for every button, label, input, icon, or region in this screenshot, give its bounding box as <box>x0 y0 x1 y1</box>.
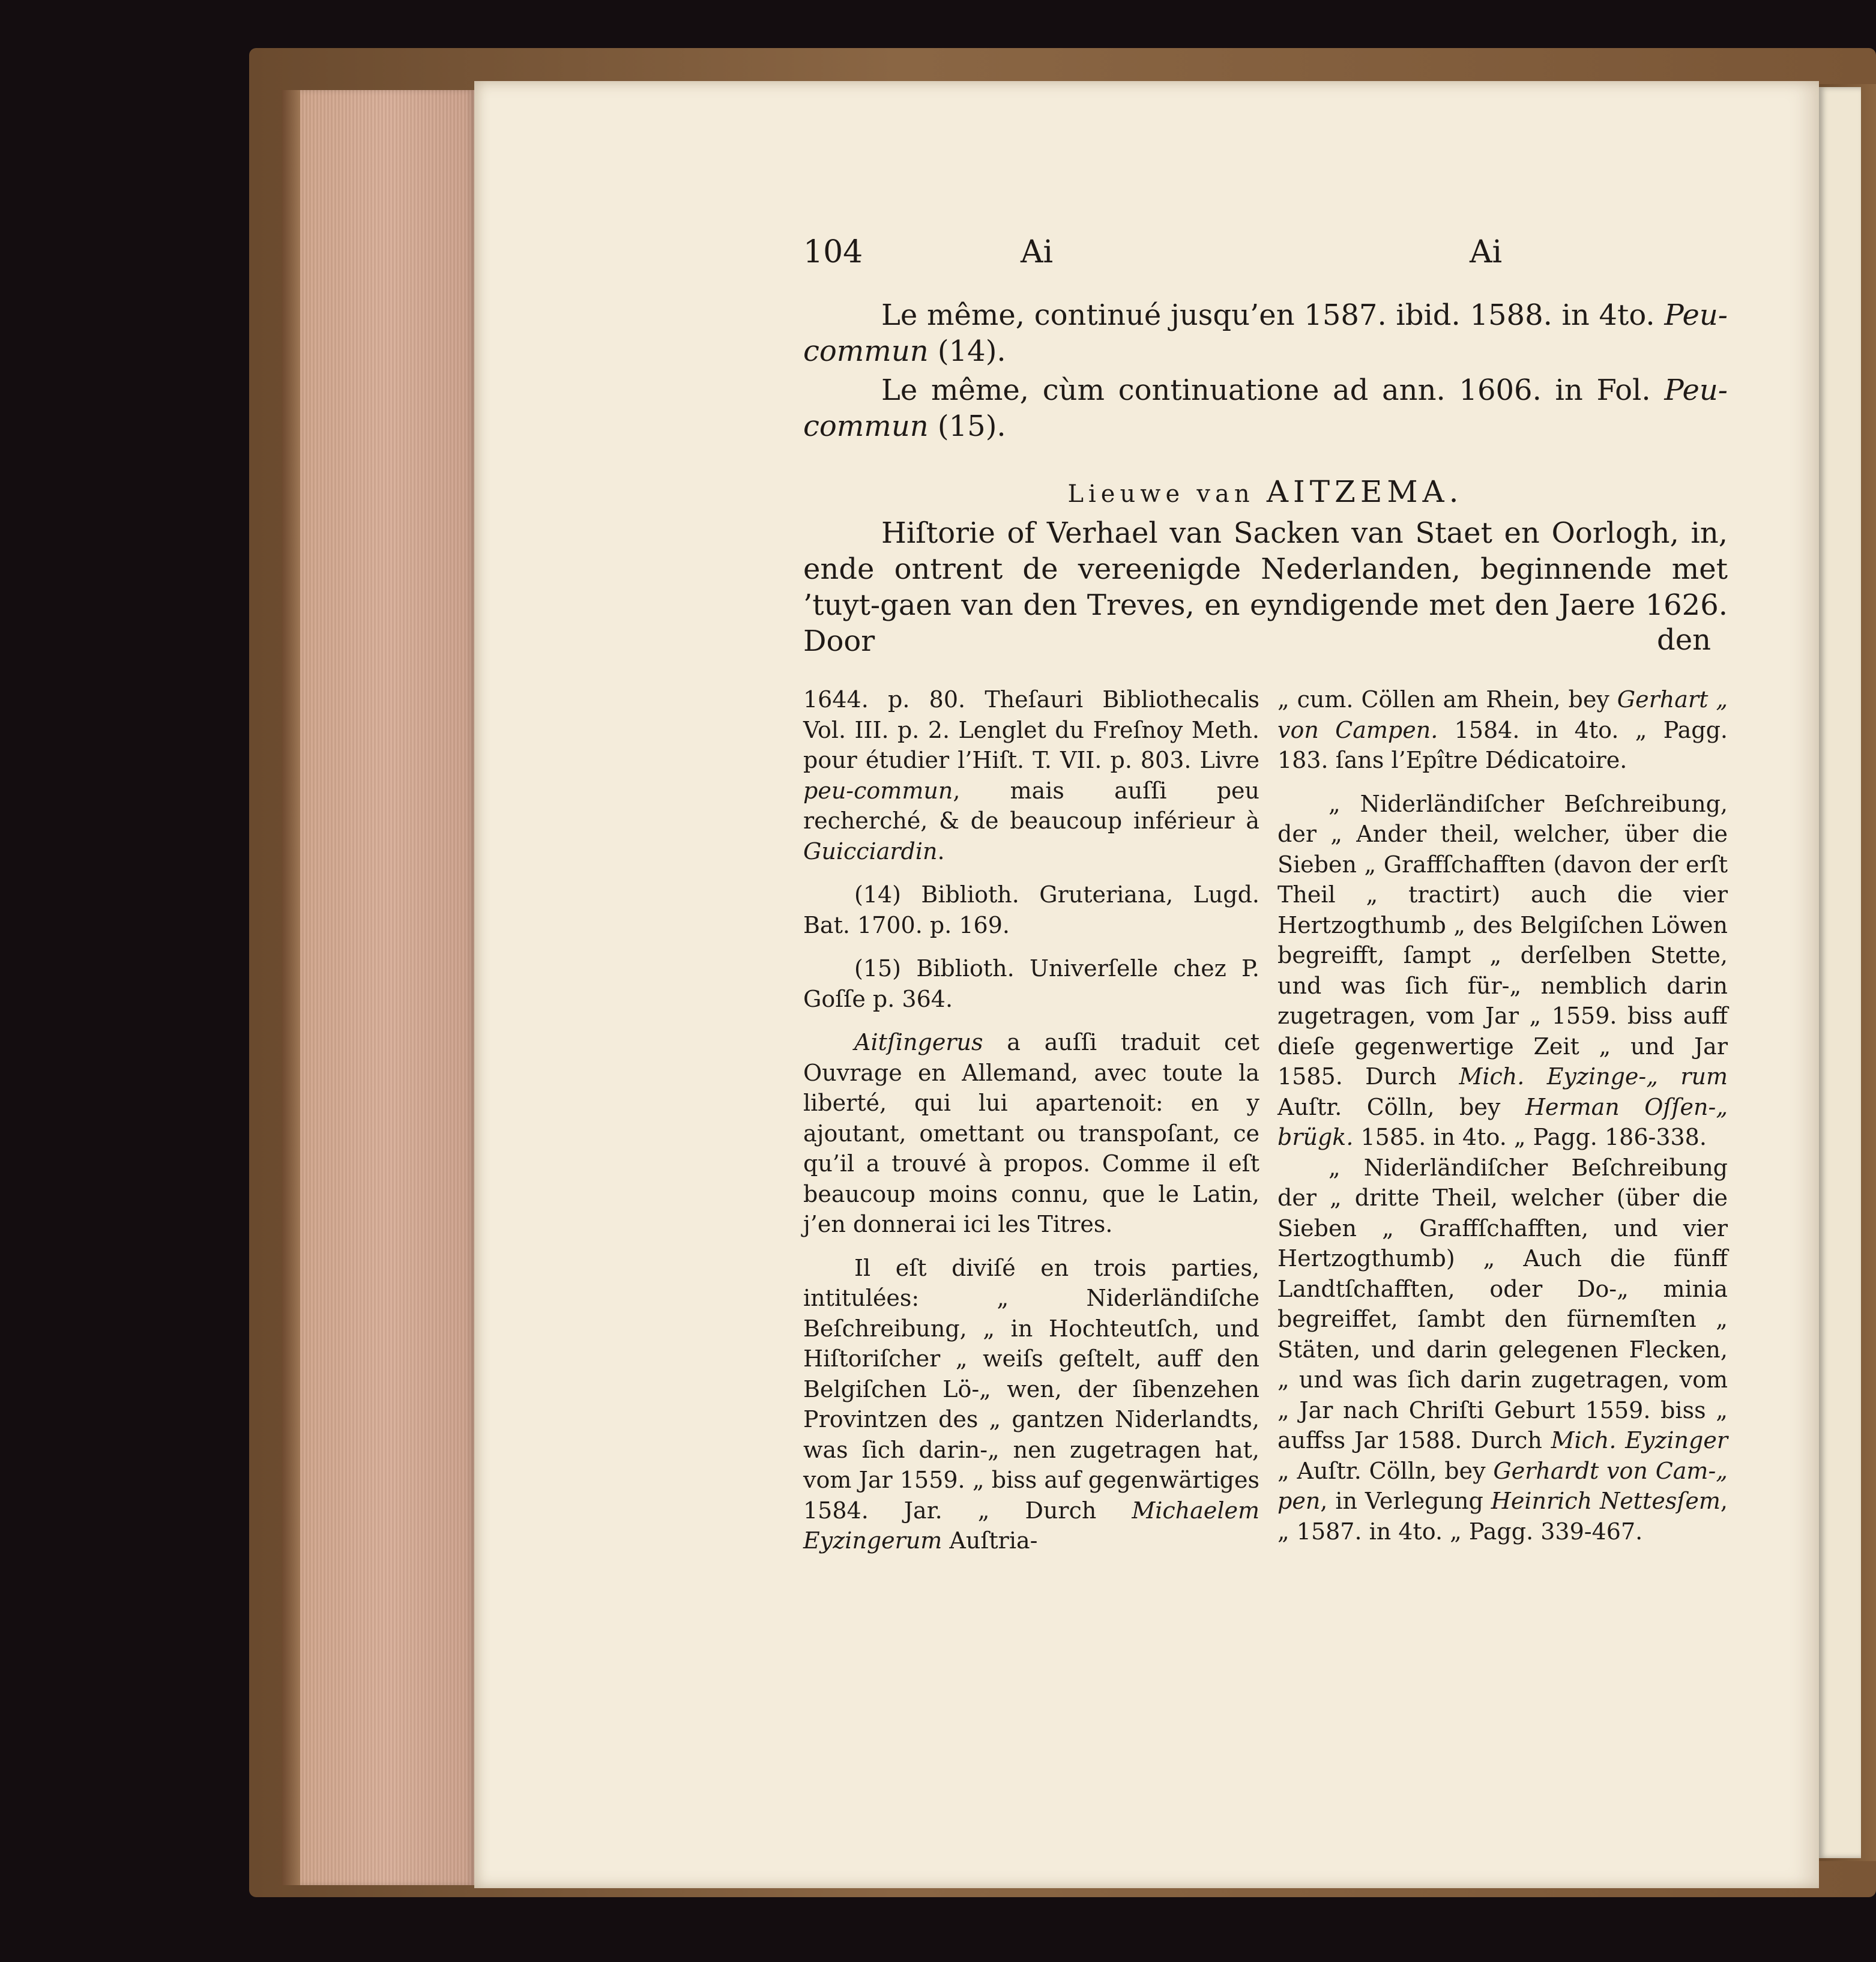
note-third-part: „ Niderländiſcher Beſchreibung der „ dritte Theil, welcher (über die Sieben „ Graffſchafften, und vier Hertzogthumb) „ Auch die fünff Landtſchafften, oder Do-„ minia begreiffet, ſambt den fürnemſten „ Stäten, und darin gelegenen Flecken, „ und was ſich darin zugetragen, vom „ Jar nach Chriſti Geburt 1559. biss „ auffss Jar 1588. Durch Mich. Eyzinger „ Auſtr. Cölln, bey Gerhardt von Cam-„ pen, in Verlegung Heinrich Nettesſem, „ 1587. in 4to. „ Pagg. 339-467. <box>1277 1154 1728 1545</box>
footnotes-right-column <box>1277 684 1728 1547</box>
binding-edge <box>282 90 301 1885</box>
footnote-continuation: 1644. p. 80. Theſauri Bibliothecalis Vol. III. p. 2. Lenglet du Freſnoy Meth. pour étudier l’Hiſt. T. VII. p. 803. Livre peu-commun, mais auſſi peu recherché, & de beaucoup inférieur à Guicciardin. <box>803 686 1259 865</box>
footnotes-left-column <box>803 684 1259 1556</box>
entry-title: Hiſtorie of Verhael van Sacken van Staet en Oorlogh, in, ende ontrent de vereenigde Nederlanden, beginnende met ’tuyt-gaen van den Treves, en eyndigende met den Jaere 1626. Door <box>803 516 1728 658</box>
page-edges <box>300 90 474 1885</box>
note-first-part-imprint: „ cum. Cöllen am Rhein, bey Gerhart „ von Campen. 1584. in 4to. „ Pagg. 183. ſans l’Epître Dédicatoire. <box>1277 686 1728 773</box>
page-number: 104 <box>803 234 863 270</box>
footnote-14: (14) Biblioth. Gruteriana, Lugd. Bat. 1700. p. 169. <box>803 881 1259 938</box>
entry-continuation-1606: Le même, cùm continuatione ad ann. 1606. in Fol. Peu-commun (15). <box>803 373 1728 443</box>
note-aitsingerus: Aitſingerus a auſſi traduit cet Ouvrage en Allemand, avec toute la liberté, qui lui apartenoit: en y ajoutant, omettant ou transpoſant, ce qu’il a trouvé à propos. Comme il eſt beaucoup moins connu, que le Latin, j’en donnerai ici les Titres. <box>803 1029 1259 1237</box>
note-second-part: „ Niderländiſcher Beſchreibung, der „ Ander theil, welcher, über die Sieben „ Graffſchafften (davon der erſt Theil „ tractirt) auch die vier Hertzogthumb „ des Belgiſchen Löwen begreifft, ſampt „ derſelben Stette, und was ſich für-„ nemblich darin zugetragen, vom Jar „ 1559. biss auff dieſe gegenwertige Zeit „ und Jar 1585. Durch Mich. Eyzinge-„ rum Auſtr. Cölln, bey Herman Oſſen-„ brügk. 1585. in 4to. „ Pagg. 186-338. <box>1277 790 1728 1150</box>
entry-continuation-1587: Le même, continué jusqu’en 1587. ibid. 1588. in 4to. Peu-commun (14). <box>803 298 1728 368</box>
running-title-right: Ai <box>1470 234 1503 270</box>
footnote-15: (15) Biblioth. Univerſelle chez P. Goſſe p. 364. <box>803 955 1259 1012</box>
author-heading: Lieuwe van AITZEMA. <box>1067 474 1464 509</box>
catchword: den <box>1657 623 1712 657</box>
note-three-parts: Il eſt diviſé en trois parties, intitulées: „ Niderländiſche Beſchreibung, „ in Hochteutſch, und Hiſtoriſcher „ weiſs geſtelt, auff den Belgiſchen Lö-„ wen, der ſibenzehen Provintzen des „ gantzen Niderlandts, was ſich darin-„ nen zugetragen hat, vom Jar 1559. „ biss auf gegenwärtiges 1584. Jar. „ Durch Michaelem Eyzingerum Auſtria- <box>803 1254 1259 1554</box>
facing-page-edge <box>1819 87 1861 1858</box>
running-title-left: Ai <box>1021 234 1054 270</box>
